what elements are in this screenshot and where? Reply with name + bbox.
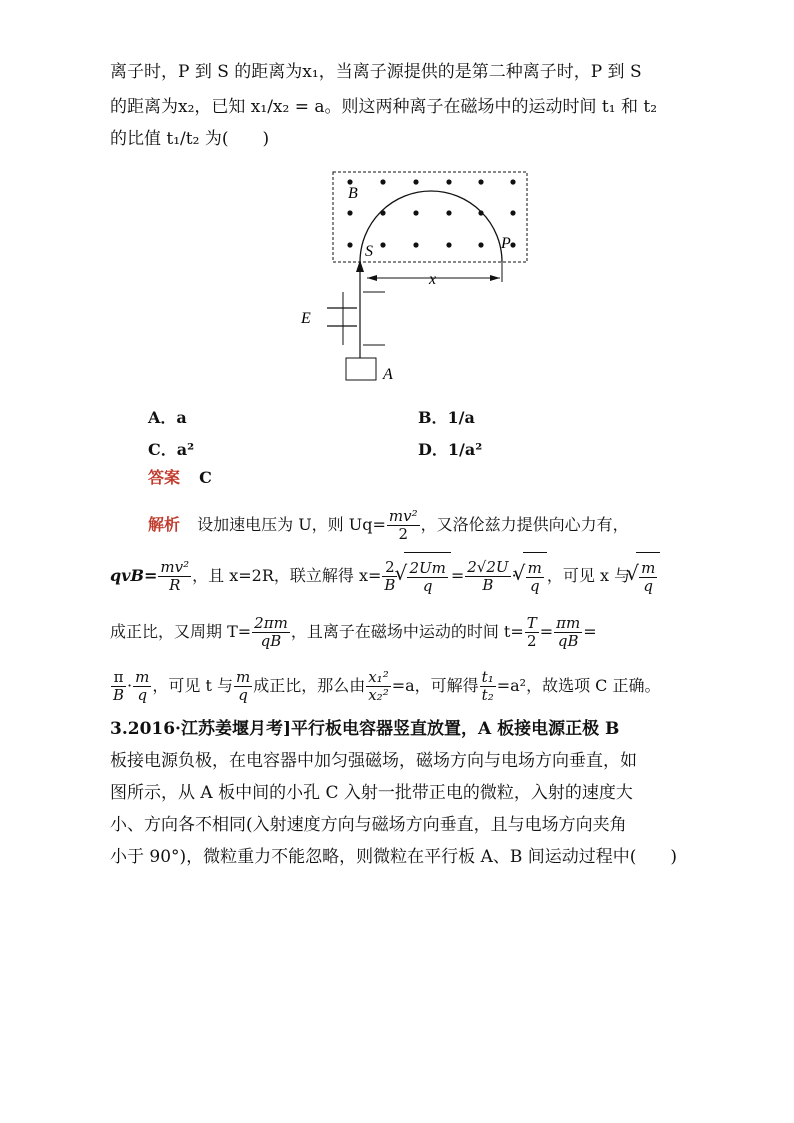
q3-line-5: 小于 90°)，微粒重力不能忽略，则微粒在平行板 A、B 间运动过程中( ) <box>110 847 678 867</box>
answer-row <box>148 466 728 490</box>
field-region <box>333 172 527 262</box>
q3-line-4: 小、方向各不相同(入射速度方向与磁场方向垂直，且与电场方向夹角 <box>110 815 627 835</box>
label-S: S <box>365 243 373 260</box>
option-c[interactable]: C．a² <box>148 440 195 459</box>
q3-line-3: 图所示，从 A 板中间的小孔 C 入射一批带正电的微粒，入射的速度大 <box>110 783 633 803</box>
label-P: P <box>501 235 511 252</box>
label-A: A <box>383 366 393 383</box>
beam-arrow <box>356 260 364 272</box>
field-dots <box>347 179 515 247</box>
q3-line-2: 板接电源负极，在电容器中加匀强磁场，磁场方向与电场方向垂直，如 <box>110 751 637 771</box>
answer-value: C <box>199 468 212 487</box>
ion-source-box <box>346 358 376 380</box>
fraction-mv2-2: $\frac{\text{mv²}}{2}$ <box>388 507 418 543</box>
question-line-1: 离子时，P 到 S 的距离为x₁，当离子源提供的是第二种离子时，P 到 S <box>110 62 642 82</box>
analysis-line-1 <box>148 505 728 545</box>
label-E: E <box>301 310 311 327</box>
label-x: x <box>429 271 437 288</box>
question-line-2: 的距离为x₂，已知 x₁/x₂ = a。则这两种离子在磁场中的运动时间 t₁ 和 t₂ <box>110 97 658 117</box>
analysis-line-2: qvB= $\frac{\text{mv²}}{R}$ ，且 x=2R，联立解得 x= $\frac{2}{B}$ √ $\frac{2Um}{q}$ = $\frac{2√2U}{B}$ · √ $\frac{m}{q}$ ，可见 x 与 √ $\frac{m}{q}$ <box>110 552 690 600</box>
question-line-3: 的比值 t₁/t₂ 为( ) <box>110 129 270 149</box>
analysis-text-1a: 设加速电压为 U，则 Uq= <box>197 515 386 534</box>
answer-label: 答案 <box>148 468 181 487</box>
analysis-label: 解析 <box>148 515 181 534</box>
label-B: B <box>348 185 358 202</box>
option-a[interactable]: A．a <box>148 408 187 427</box>
option-d[interactable]: D．1/a² <box>418 440 483 459</box>
ion-trajectory <box>360 191 502 262</box>
analysis-text-1b: ，又洛伦兹力提供向心力有， <box>420 515 629 534</box>
q3-line-1: 3.2016·江苏姜堰月考]平行板电容器竖直放置，A 板接电源正极 B <box>110 719 620 739</box>
magnetic-field-figure <box>301 160 535 400</box>
analysis-line-4: $\frac{\pi}{B}$ · $\frac{m}{q}$ ，可见 t 与 $\frac{m}{q}$ 成正比，那么由 $\frac{\text{x₁²}}{\text{x₂²}}$ =a，可解得 $\frac{\text{t₁}}{\text{t₂}}$ =a²，故选项 C 正确。 <box>113 668 661 704</box>
analysis-line-3: 成正比，又周期 T= $\frac{2\pi m}{qB}$ ，且离子在磁场中运动的时间 t= $\frac{T}{2}$ = $\frac{\pi m}{qB}$ = <box>110 614 597 650</box>
option-b[interactable]: B．1/a <box>418 408 475 427</box>
